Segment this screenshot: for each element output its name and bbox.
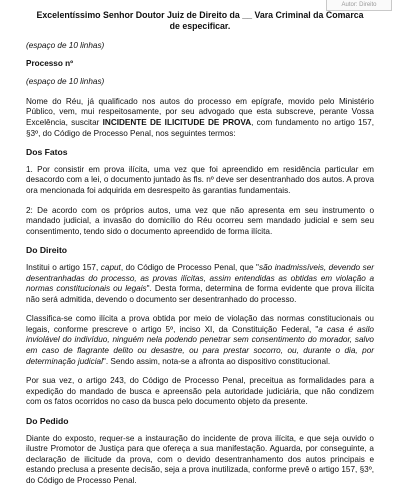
law-quote: são inadmissíveis, devendo ser desentranhadas do processo, as provas ilícitas, assim entendidas as obtidas em violação a normas constitucionais ou legais xyxy=(26,262,374,294)
incident-title: INCIDENTE DE ILICITUDE DE PROVA xyxy=(102,117,252,127)
section-heading-facts: Dos Fatos xyxy=(26,147,68,158)
law-text: Institui o artigo 157, xyxy=(26,262,101,272)
document-title-line-1: Excelentíssimo Senhor Doutor Juiz de Direito da __ Vara Criminal da Comarca xyxy=(36,10,364,20)
law-text: ". Desta forma, determina de forma evidente que prova ilícita não será admitida, devendo o documento ser desentranhado do processo. xyxy=(26,284,374,304)
law-term: caput xyxy=(100,262,121,272)
spacing-note: (espaço de 10 linhas) xyxy=(26,41,105,50)
header-tab: Autor: Direito xyxy=(326,0,392,11)
document-body xyxy=(26,10,374,487)
law-paragraph-1 xyxy=(26,263,374,305)
law-text: , do Código de Processo Penal, que " xyxy=(120,262,259,272)
intro-text: Nome do Réu, já qualificado nos autos do processo em epígrafe, movido pelo Ministério Público, vem, mui respeitosamente, por seu advogado que esta subscreve, perante Vossa Excelência, suscitar xyxy=(26,96,374,127)
law-paragraph-2 xyxy=(26,314,374,367)
process-number-label: Processo nº xyxy=(26,58,74,68)
intro-paragraph xyxy=(26,97,374,139)
intro-text: , com fundamento no artigo 157, §3º, do Código de Processo Penal, nos seguintes termos: xyxy=(26,117,374,138)
document-title-line-2: de especificar. xyxy=(169,21,231,31)
law-quote: a casa é asilo inviolável do indivíduo, ninguém nela podendo penetrar sem consentimento do morador, salvo em caso de flagrante delito ou desastre, ou para prestar socorro, ou, durante o dia, por determinação judicial xyxy=(26,324,374,366)
law-text: ". Sendo assim, nota-se a afronta ao dispositivo constitucional. xyxy=(102,356,331,366)
section-heading-request: Do Pedido xyxy=(26,416,69,427)
section-heading-law: Do Direito xyxy=(26,245,68,256)
fact-paragraph-1: 1. Por consistir em prova ilícita, uma vez que foi apreendido em residência particular em desacordo com a lei, o documento juntado às fls. nº deve ser desentranhado dos autos. A prova ora mencionada foi adquirida em desrespeito às garantias fundamentais. xyxy=(26,164,374,195)
law-paragraph-3: Por sua vez, o artigo 243, do Código de Processo Penal, preceitua as formalidades para a expedição do mandado de busca e apreensão pela autoridade judiciária, que não condizem com os fatos ocorridos no caso da busca pelo documento objeto da presente. xyxy=(26,376,374,407)
request-paragraph: Diante do exposto, requer-se a instauração do incidente de prova ilícita, e que seja ouvido o ilustre Promotor de Justiça para que ofereça a sua manifestação. Aguarda, por conseguinte, a declaração de ilicitude da prova, com o devido desentranhamento dos autos principais e estando preclusa a presente decisão, seja a prova inutilizada, conforme prevê o artigo 157, §3º, do Código de Processo Penal. xyxy=(26,433,374,485)
spacing-note: (espaço de 10 linhas) xyxy=(26,77,105,87)
fact-paragraph-2: 2: De acordo com os próprios autos, uma vez que não apresenta em seu instrumento o mandado judicial, a invasão do domicílio do Réu ocorreu sem mandado judicial e sem seu consentimento, tendo sido o documento apreendido de forma ilícita. xyxy=(26,205,374,236)
law-text: Classifica-se como ilícita a prova obtida por meio de violação das normas constitucionais ou legais, conforme prescreve o artigo 5º, inciso XI, da Constituição Federal, " xyxy=(26,314,374,334)
